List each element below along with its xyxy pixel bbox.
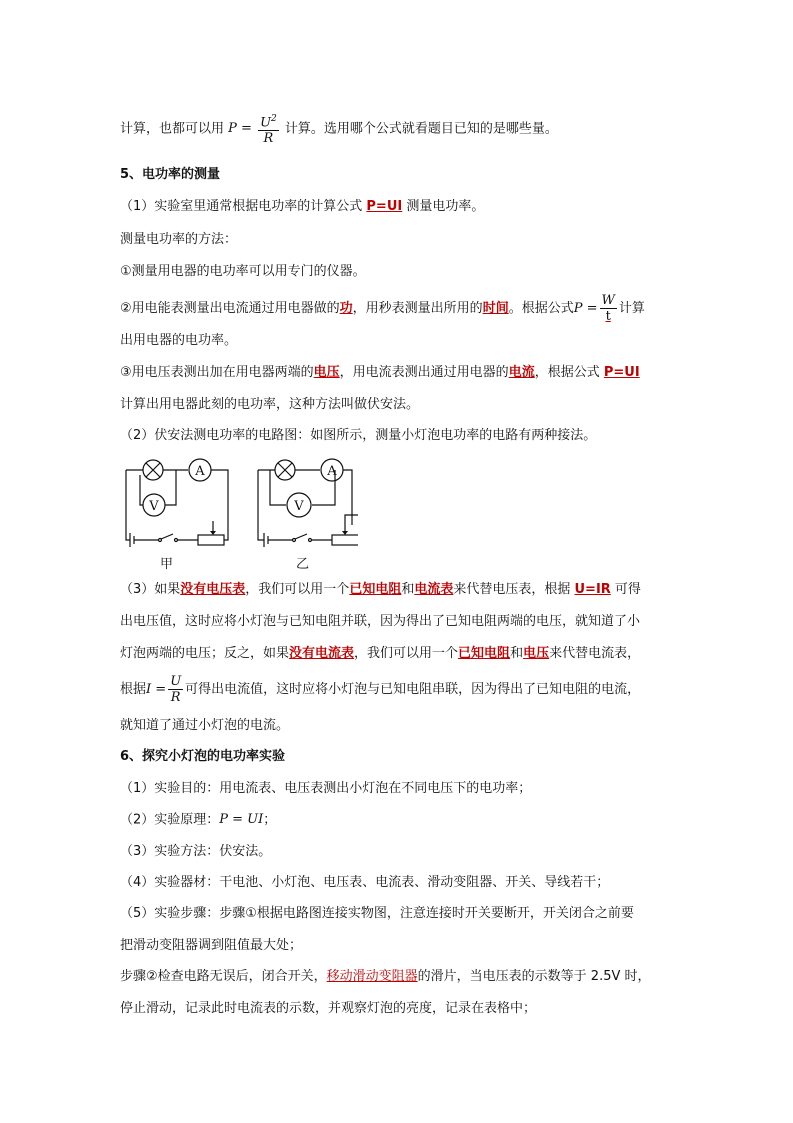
step: （3）实验方法：伏安法。	[120, 844, 272, 859]
fraction-u-over-r	[168, 674, 183, 705]
step: （1）实验目的：用电流表、电压表测出小灯泡在不同电压下的电功率；	[120, 781, 532, 796]
diagram-caption-yi: 乙	[296, 557, 310, 572]
step: （4）实验器材：干电池、小灯泡、电压表、电流表、滑动变阻器、开关、导线若干；	[120, 875, 610, 890]
step	[120, 811, 276, 830]
keyword: 已知电阻	[349, 582, 402, 597]
keyword: 电压	[313, 365, 340, 380]
frac-num: U	[260, 115, 272, 131]
text: ③用电压表测出加在用电器两端的	[120, 365, 314, 380]
intro-line	[120, 112, 558, 146]
text: 计算。选用哪个公式就看题目已知的是哪些量。	[284, 121, 558, 137]
keyword: P=UI	[603, 365, 640, 380]
circuit-yi	[258, 459, 358, 547]
formula: P = UI	[219, 812, 264, 827]
keyword: 电压	[523, 646, 550, 661]
paragraph	[120, 198, 484, 216]
text: ②用电能表测量出电流通过用电器做的	[120, 301, 340, 316]
paragraph	[120, 581, 641, 599]
text: 根据	[120, 682, 147, 697]
text: 测量电功率。	[402, 199, 485, 214]
text: 计算	[618, 301, 645, 316]
ammeter-label: A	[327, 464, 337, 479]
text: （3）如果	[120, 582, 181, 597]
text: 可得出电流值，这时应将小灯泡与已知电阻串联，因为得出了已知电阻的电流，	[185, 682, 641, 697]
paragraph: 就知道了通过小灯泡的电流。	[120, 718, 290, 733]
keyword: 功	[339, 301, 353, 316]
keyword: 没有电流表	[289, 646, 355, 661]
frac-sup: 2	[271, 114, 277, 124]
ammeter-label: A	[195, 464, 205, 479]
formula-lhs: I =	[146, 681, 167, 697]
text: ，我们可以用一个	[354, 646, 459, 661]
text: 和	[510, 646, 524, 661]
fraction-u2-over-r	[258, 112, 279, 146]
text: 可得	[610, 582, 641, 597]
text: 。根据公式	[508, 301, 574, 316]
method-2	[120, 293, 645, 324]
step: 停止滑动，记录此时电流表的示数，并观察灯泡的亮度，记录在表格中；	[120, 1001, 537, 1016]
keyword: 电流	[508, 365, 535, 380]
text: 计算，也都可以用	[120, 121, 225, 137]
frac-num: W	[601, 293, 615, 308]
frac-den: t	[605, 309, 611, 324]
text: 来代替电流表，	[549, 646, 641, 661]
text: 来代替电压表，根据	[453, 582, 575, 597]
formula-lhs: P =	[228, 121, 252, 137]
text: 步骤②检查电路无误后，闭合开关，	[120, 969, 327, 984]
text: （1）实验室里通常根据电功率的计算公式	[120, 199, 367, 214]
diagram-caption-jia: 甲	[160, 557, 174, 572]
fraction-w-over-t	[600, 293, 617, 324]
text: ，用秒表测量出所用的	[352, 301, 483, 316]
keyword: 电流表	[414, 582, 454, 597]
keyword: 时间	[482, 301, 509, 316]
paragraph	[120, 645, 640, 663]
text: ；	[263, 812, 277, 828]
text: 的滑片，当电压表的示数等于 2.5V 时，	[417, 969, 651, 984]
voltmeter-label: V	[149, 499, 159, 514]
paragraph: （2）伏安法测电功率的电路图：如图所示，测量小灯泡电功率的电路有两种接法。	[120, 428, 597, 443]
paragraph: 计算出用电器此刻的电功率，这种方法叫做伏安法。	[120, 397, 420, 412]
keyword: U=IR	[574, 582, 611, 597]
voltmeter-label: V	[294, 499, 304, 514]
keyword: P=UI	[366, 199, 403, 214]
frac-den: R	[170, 690, 181, 705]
circuit-diagrams	[118, 455, 358, 575]
section-5-heading: 5、电功率的测量	[120, 167, 221, 182]
text: 和	[401, 582, 415, 597]
paragraph: 出用电器的电功率。	[120, 333, 238, 348]
section-6-heading: 6、探究小灯泡的电功率实验	[120, 749, 286, 764]
keyword: 已知电阻	[458, 646, 511, 661]
step: （5）实验步骤：步骤①根据电路图连接实物图，注意连接时开关要断开，开关闭合之前要	[120, 906, 634, 921]
step	[120, 968, 651, 986]
keyword: 没有电压表	[180, 582, 246, 597]
text: 灯泡两端的电压；反之，如果	[120, 646, 290, 661]
text: ，我们可以用一个	[245, 582, 350, 597]
text: ，用电流表测出通过用电器的	[339, 365, 509, 380]
paragraph: 测量电功率的方法：	[120, 232, 238, 247]
paragraph	[120, 674, 640, 705]
keyword: 移动滑动变阻器	[326, 969, 418, 984]
paragraph: 出电压值，这时应将小灯泡与已知电阻并联，因为得出了已知电阻两端的电压，就知道了小	[120, 614, 641, 629]
text: ，根据公式	[534, 365, 604, 380]
formula-lhs: P =	[573, 300, 598, 316]
step: 把滑动变阻器调到阻值最大处；	[120, 938, 303, 953]
frac-den: R	[263, 131, 274, 147]
method-3	[120, 364, 640, 382]
frac-num: U	[170, 674, 182, 689]
text: （2）实验原理：	[120, 812, 220, 828]
method-1: ①测量用电器的电功率可以用专门的仪器。	[120, 264, 366, 279]
